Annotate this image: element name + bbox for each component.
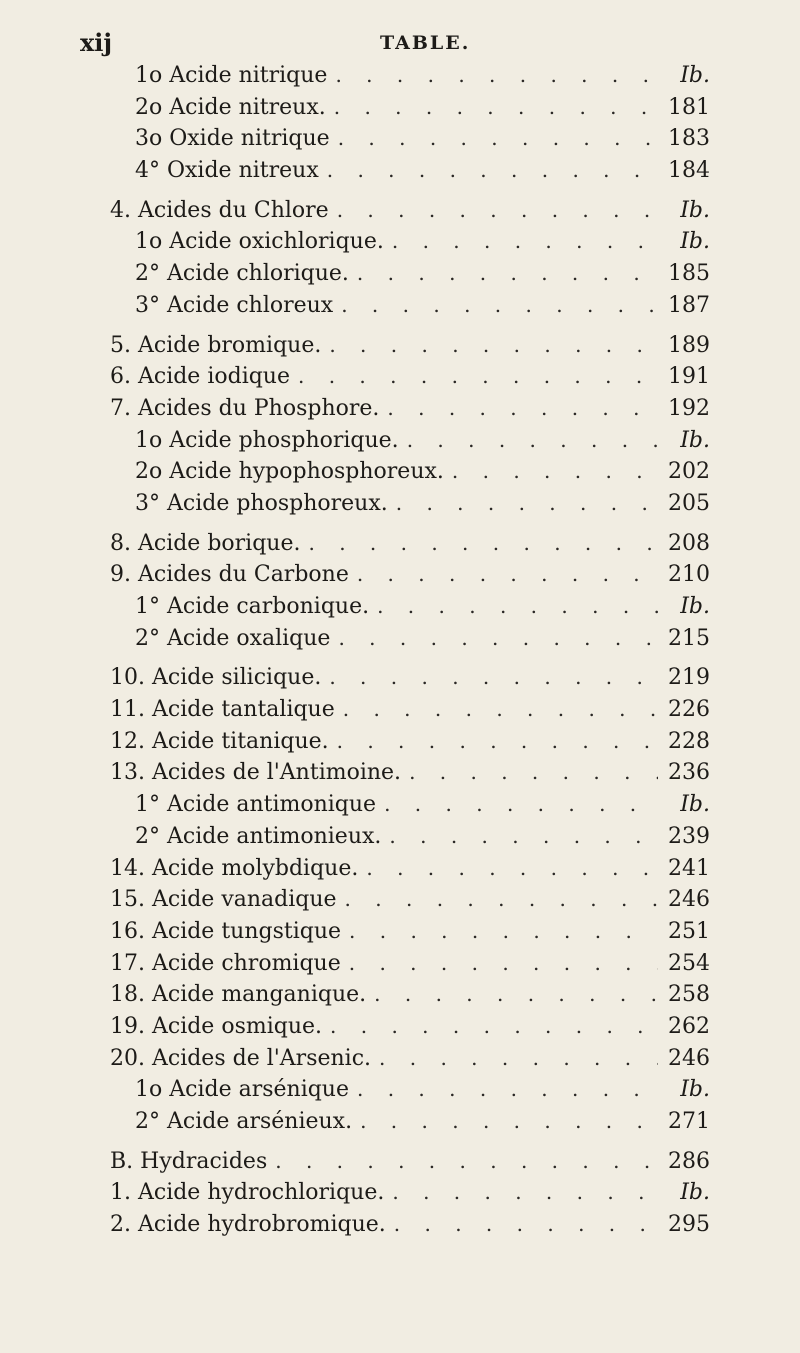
dot-leader	[381, 821, 658, 853]
toc-entry	[110, 916, 710, 948]
toc-page-number: Ib.	[680, 1077, 710, 1103]
toc-entry-title: 4. Acides du Chlore	[110, 197, 329, 223]
toc-entry-title: 13. Acides de l'Antimoine.	[110, 760, 402, 786]
toc-page-number: 236	[668, 760, 710, 786]
toc-entry	[110, 290, 710, 322]
toc-entry	[110, 1074, 710, 1106]
toc-page-number: 228	[668, 728, 710, 754]
dot-leader	[376, 789, 658, 821]
toc-entry	[110, 694, 710, 726]
toc-page-number: Ib.	[680, 427, 710, 453]
toc-page-number: 215	[668, 625, 710, 651]
toc-entry	[110, 488, 710, 520]
dot-leader	[384, 1177, 658, 1209]
running-title: TABLE.	[380, 32, 471, 54]
toc-entry	[110, 979, 710, 1011]
toc-entry	[110, 789, 710, 821]
toc-entry-title: 1° Acide carbonique.	[135, 594, 370, 619]
toc-entry	[110, 1011, 710, 1043]
toc-page-number: 208	[668, 530, 710, 556]
dot-leader	[358, 853, 658, 885]
toc-page-number: Ib.	[680, 594, 710, 619]
toc-page-number: Ib.	[680, 63, 710, 88]
toc-entry-title: 2° Acide arsénieux.	[135, 1109, 353, 1134]
dot-leader	[335, 694, 658, 726]
toc-entry-title: 17. Acide chromique	[110, 950, 341, 976]
dot-leader	[290, 361, 658, 393]
toc-entry-title: 4° Oxide nitreux	[135, 158, 319, 184]
toc-page-number: 205	[668, 490, 710, 516]
toc-entry	[110, 884, 710, 916]
toc-entry	[110, 1146, 710, 1178]
toc-entry	[110, 623, 710, 655]
toc-entry-title: 9. Acides du Carbone	[110, 562, 349, 588]
dot-leader	[321, 330, 658, 362]
dot-leader	[369, 591, 658, 623]
dot-leader	[300, 528, 658, 560]
toc-entry-title: 18. Acide manganique.	[110, 982, 367, 1008]
toc-entry	[110, 425, 710, 457]
toc-page-number: 184	[668, 158, 710, 184]
toc-entry	[110, 559, 710, 591]
toc-page-number: 192	[668, 395, 710, 421]
toc-page-number: 246	[668, 887, 710, 913]
toc-entry	[110, 528, 710, 560]
toc-entry-title: 2° Acide antimonieux.	[135, 823, 382, 849]
toc-page-number: 181	[668, 94, 710, 120]
toc-entry-title: 7. Acides du Phosphore.	[110, 395, 380, 421]
toc-entry-title: 1° Acide antimonique	[135, 792, 377, 818]
toc-entry	[110, 92, 710, 124]
toc-entry-title: 1. Acide hydrochlorique.	[110, 1180, 385, 1206]
toc-entry-title: 1o Acide phosphorique.	[135, 427, 399, 453]
toc-page-number: 226	[668, 697, 710, 723]
toc-page-number: 239	[668, 823, 710, 849]
dot-leader	[333, 290, 658, 322]
toc-entry-title: 2° Acide chlorique.	[135, 261, 349, 287]
toc-page-number: Ib.	[680, 229, 710, 255]
toc-entry	[110, 361, 710, 393]
dot-leader	[267, 1146, 658, 1178]
toc-page-number: 219	[668, 665, 710, 691]
toc-entry-title: 1o Acide oxichlorique.	[135, 229, 384, 255]
dot-leader	[384, 226, 658, 258]
toc-entry	[110, 195, 710, 227]
toc-entry-title: 11. Acide tantalique	[110, 697, 335, 723]
dot-leader	[349, 1074, 658, 1106]
toc-entry	[110, 1209, 710, 1241]
dot-leader	[349, 559, 658, 591]
toc-entry-title: 6. Acide iodique	[110, 364, 290, 390]
page-header	[80, 28, 720, 58]
toc-entry-title: 1o Acide nitrique	[135, 63, 328, 88]
toc-entry-title: 2° Acide oxalique	[135, 625, 331, 651]
dot-leader	[327, 60, 658, 92]
toc-entry-title: 3° Acide chloreux	[135, 292, 334, 318]
toc-entry	[110, 821, 710, 853]
toc-entry	[110, 1043, 710, 1075]
toc-entry	[110, 853, 710, 885]
page-number: xij	[80, 28, 113, 57]
table-of-contents	[110, 60, 710, 1241]
toc-entry-title: 19. Acide osmique.	[110, 1013, 323, 1039]
toc-entry	[110, 1177, 710, 1209]
dot-leader	[330, 623, 658, 655]
toc-page-number: 183	[668, 126, 710, 152]
toc-page-number: 254	[668, 950, 710, 976]
dot-leader	[366, 979, 658, 1011]
toc-page-number: 202	[668, 459, 710, 485]
toc-page-number: 246	[668, 1045, 710, 1071]
dot-leader	[329, 726, 658, 758]
toc-entry-title: 14. Acide molybdique.	[110, 855, 359, 881]
toc-entry-title: 5. Acide bromique.	[110, 332, 322, 358]
toc-entry	[110, 330, 710, 362]
dot-leader	[379, 393, 658, 425]
toc-page-number: 286	[668, 1148, 710, 1174]
toc-entry-title: 2o Acide hypophosphoreux.	[135, 459, 444, 485]
toc-entry-title: 8. Acide borique.	[110, 530, 301, 556]
toc-entry-title: 10. Acide silicique.	[110, 665, 322, 691]
dot-leader	[326, 92, 658, 124]
dot-leader	[329, 195, 658, 227]
dot-leader	[319, 155, 658, 187]
toc-page-number: 251	[668, 918, 710, 944]
toc-entry	[110, 591, 710, 623]
toc-entry	[110, 60, 710, 92]
toc-page-number: 185	[668, 261, 710, 287]
toc-entry	[110, 948, 710, 980]
toc-entry	[110, 258, 710, 290]
dot-leader	[341, 948, 658, 980]
toc-page-number: 191	[668, 364, 710, 390]
toc-entry-title: 20. Acides de l'Arsenic.	[110, 1045, 372, 1071]
toc-page-number: 258	[668, 982, 710, 1008]
toc-entry-title: 15. Acide vanadique	[110, 887, 337, 913]
dot-leader	[401, 757, 658, 789]
toc-page-number: Ib.	[680, 197, 710, 223]
dot-leader	[337, 884, 658, 916]
dot-leader	[349, 258, 658, 290]
dot-leader	[386, 1209, 658, 1241]
dot-leader	[321, 662, 658, 694]
toc-entry	[110, 123, 710, 155]
toc-page-number: 187	[668, 292, 710, 318]
dot-leader	[388, 488, 658, 520]
toc-entry-title: 1o Acide arsénique	[135, 1077, 349, 1103]
dot-leader	[330, 123, 658, 155]
toc-entry-title: 3o Oxide nitrique	[135, 126, 330, 152]
toc-entry	[110, 393, 710, 425]
toc-page-number: 262	[668, 1013, 710, 1039]
toc-entry-title: 2. Acide hydrobromique.	[110, 1212, 386, 1238]
toc-page-number: Ib.	[680, 792, 710, 818]
toc-page-number: Ib.	[680, 1180, 710, 1206]
toc-entry	[110, 456, 710, 488]
toc-page-number: 271	[668, 1109, 710, 1134]
toc-page-number: 295	[668, 1212, 710, 1238]
toc-entry-title: 12. Acide titanique.	[110, 728, 329, 754]
toc-page-number: 241	[668, 855, 710, 881]
dot-leader	[399, 425, 658, 457]
toc-page-number: 189	[668, 332, 710, 358]
toc-entry	[110, 1106, 710, 1138]
toc-entry	[110, 726, 710, 758]
toc-entry	[110, 757, 710, 789]
toc-entry-title: 2o Acide nitreux.	[135, 94, 326, 120]
toc-page-number: 210	[668, 562, 710, 588]
dot-leader	[341, 916, 658, 948]
toc-entry-title: 3° Acide phosphoreux.	[135, 490, 388, 516]
dot-leader	[352, 1106, 658, 1138]
toc-entry-title: B. Hydracides	[110, 1148, 268, 1174]
dot-leader	[444, 456, 658, 488]
toc-entry-title: 16. Acide tungstique	[110, 918, 342, 944]
toc-entry	[110, 155, 710, 187]
toc-entry	[110, 662, 710, 694]
dot-leader	[322, 1011, 658, 1043]
dot-leader	[371, 1043, 658, 1075]
toc-entry	[110, 226, 710, 258]
